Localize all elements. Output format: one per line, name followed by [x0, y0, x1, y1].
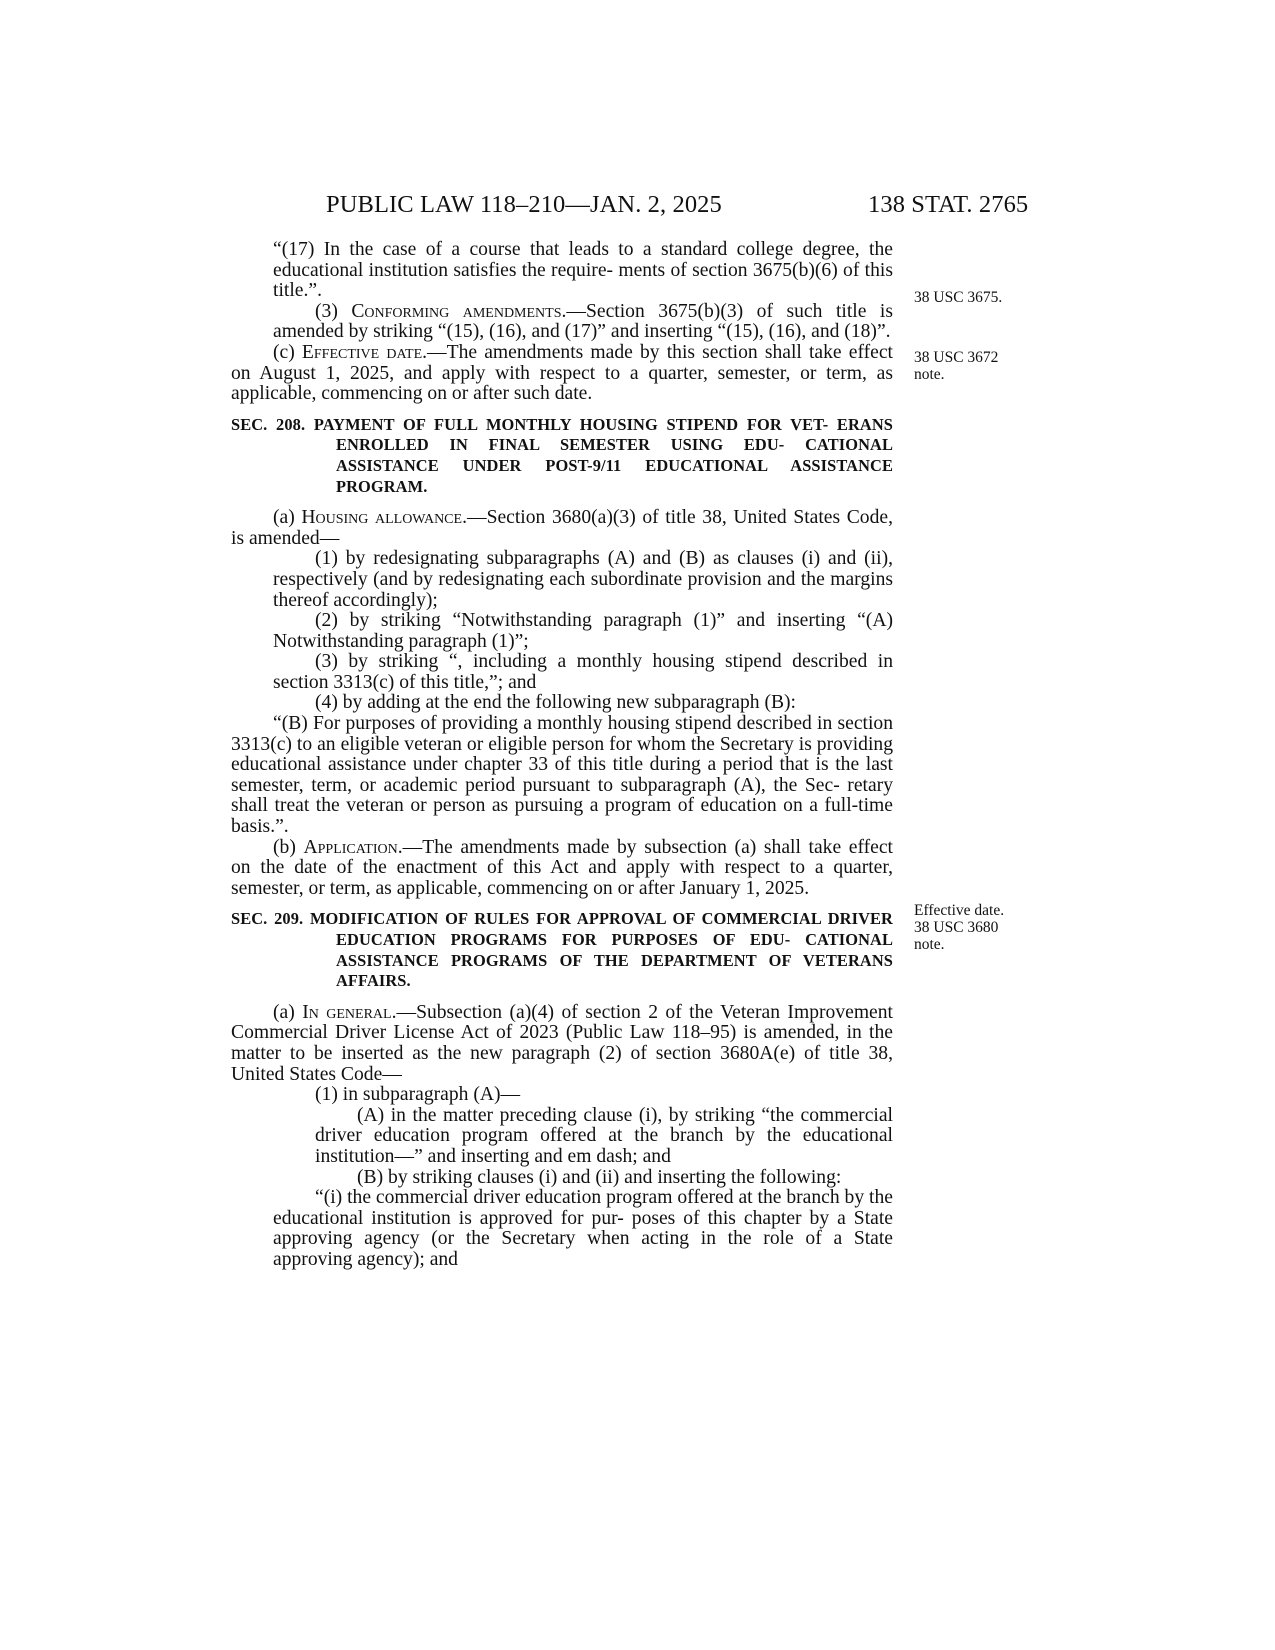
- margin-note-38-usc-3672: 38 USC 3672 note.: [914, 349, 999, 383]
- paragraph-c-effective-date: (c) Effective date.—The amendments made by this section shall take effect on August 1, 2025, and apply with respect to a quarter, semester, or term, as applicable, commencing on or after such date.: [231, 341, 893, 405]
- section-208-heading: SEC. 208. PAYMENT OF FULL MONTHLY HOUSING STIPEND FOR VET- ERANS ENROLLED IN FINAL SEMESTER USING EDU- CATIONAL ASSISTANCE UNDER POST-9/11 EDUCATIONAL ASSISTANCE PROGRAM.: [231, 414, 893, 496]
- section-208-subsection-b: (b) Application.—The amendments made by subsection (a) shall take effect on the date of the enactment of this Act and apply with respect to a quarter, semester, or term, as applicable, commencing on or after January 1, 2025.: [231, 836, 893, 899]
- section-209-a-1: (1) in subparagraph (A)—: [315, 1084, 521, 1106]
- section-208-a-1: (1) by redesignating subparagraphs (A) and (B) as clauses (i) and (ii), respectively (and by redesignating each subordinate provision and the margins thereof accordingly);: [273, 548, 893, 611]
- section-208-a-2: (2) by striking “Notwithstanding paragraph (1)” and inserting “(A) Notwithstanding paragraph (1)”;: [273, 610, 893, 652]
- margin-note-effective-date: Effective date. 38 USC 3680 note.: [914, 902, 1005, 953]
- page-header: [0, 191, 1275, 231]
- header-title: PUBLIC LAW 118–210—JAN. 2, 2025: [326, 191, 722, 218]
- section-209-subsection-a: (a) In general.—Subsection (a)(4) of section 2 of the Veteran Improvement Commercial Driver License Act of 2023 (Public Law 118–95) is amended, in the matter to be inserted as the new paragraph (2) of section 3680A(e) of title 38, United States Code—: [231, 1001, 893, 1085]
- margin-note-38-usc-3675: 38 USC 3675.: [914, 289, 1003, 306]
- section-209-new-clause-i: “(i) the commercial driver education program offered at the branch by the educational institution is approved for pur- poses of this chapter by a State approving agency (or the Secretary when acting in the role of a State approving agency); and: [273, 1187, 893, 1270]
- section-208-a-3: (3) by striking “, including a monthly housing stipend described in section 3313(c) of this title,”; and: [273, 651, 893, 693]
- document-body: [231, 240, 893, 1271]
- paragraph-3-conforming-amendments: (3) Conforming amendments.—Section 3675(b)(3) of such title is amended by striking “(15), (16), and (17)” and inserting “(15), (16), and (18)”.: [273, 300, 893, 343]
- paragraph-17: “(17) In the case of a course that leads to a standard college degree, the educational institution satisfies the require- ments of section 3675(b)(6) of this title.”.: [273, 239, 893, 302]
- section-209-a-1-A: (A) in the matter preceding clause (i), by striking “the commercial driver education program offered at the branch by the educational institution—” and inserting and em dash; and: [315, 1104, 893, 1167]
- section-208-a-4: (4) by adding at the end the following new subparagraph (B):: [315, 692, 797, 714]
- section-209-heading: SEC. 209. MODIFICATION OF RULES FOR APPROVAL OF COMMERCIAL DRIVER EDUCATION PROGRAMS FOR PURPOSES OF EDU- CATIONAL ASSISTANCE PROGRAMS OF THE DEPARTMENT OF VETERANS AFFAIRS.: [231, 909, 893, 991]
- header-stat-page: 138 STAT. 2765: [868, 191, 1029, 218]
- section-208-new-subparagraph-b: “(B) For purposes of providing a monthly housing stipend described in section 3313(c) to an eligible veteran or eligible person for whom the Secretary is providing educational assistance under chapter 33 of this title during a period that is the last semester, term, or academic period pursuant to subparagraph (A), the Sec- retary shall treat the veteran or person as pursuing a program of education on a full-time basis.”.: [231, 713, 893, 838]
- section-208-subsection-a: (a) Housing allowance.—Section 3680(a)(3) of title 38, United States Code, is amended—: [231, 507, 893, 549]
- section-209-a-1-B: (B) by striking clauses (i) and (ii) and inserting the following:: [357, 1166, 842, 1188]
